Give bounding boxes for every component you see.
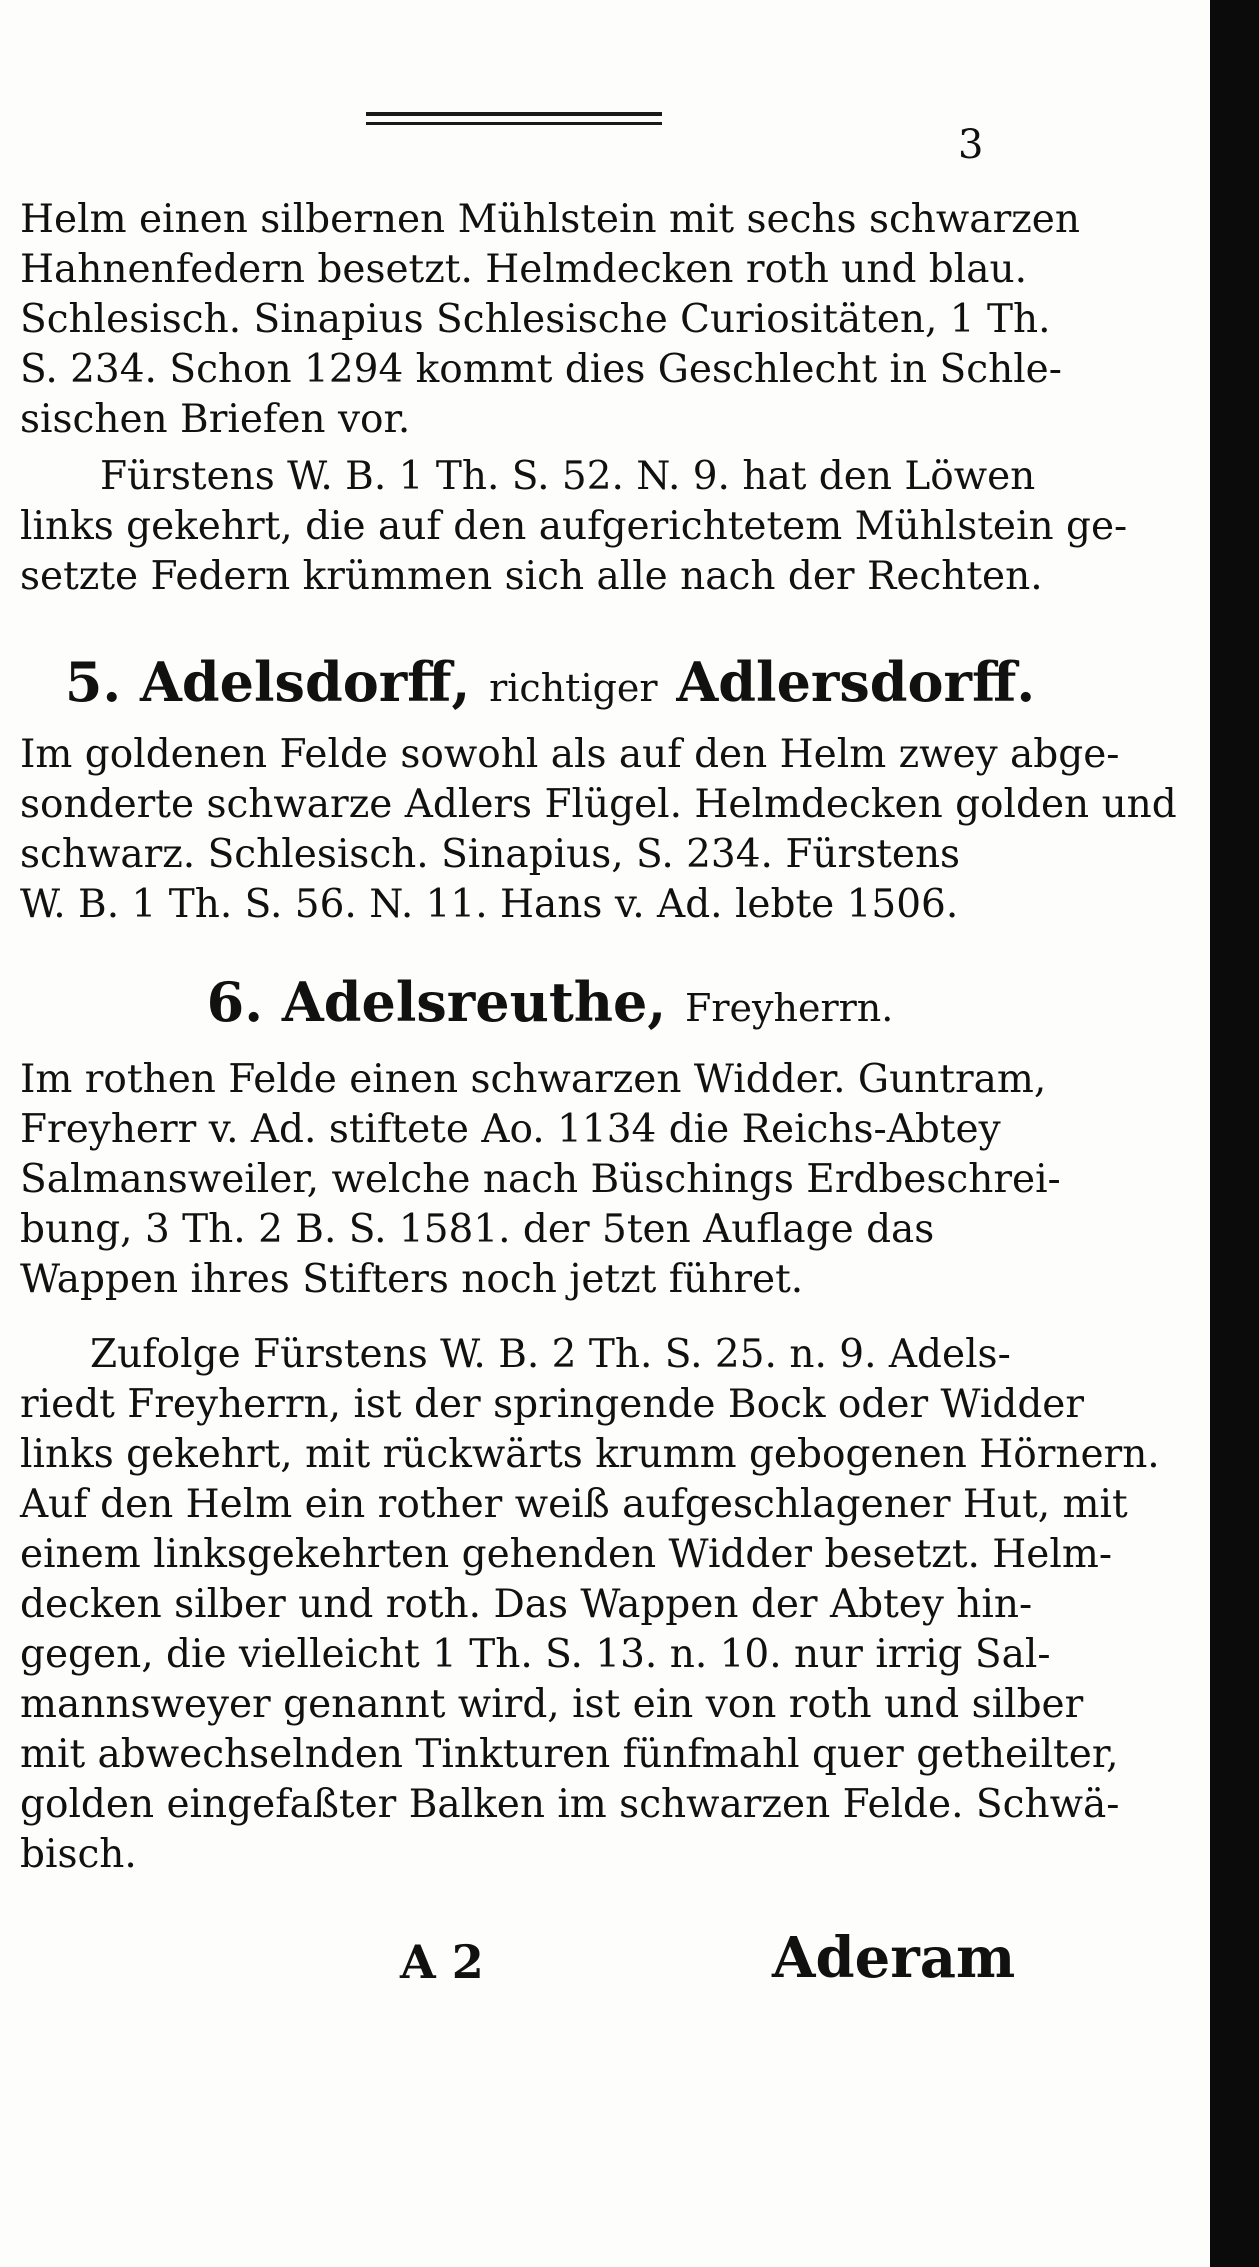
text-line: Zufolge Fürstens W. B. 2 Th. S. 25. n. 9. Adels- (90, 1332, 1011, 1377)
text-line: riedt Freyherrn, ist der springende Bock oder Widder (20, 1382, 1085, 1427)
text-line: Im goldenen Felde sowohl als auf den Helm zwey abge- (20, 732, 1120, 777)
text-line: Hahnenfedern besetzt. Helmdecken roth und blau. (20, 247, 1028, 292)
text-line: links gekehrt, die auf den aufgerichtetem Mühlstein ge- (20, 504, 1128, 549)
heading-main: 5. Adelsdorff, (64, 650, 471, 714)
catchword: Aderam (772, 1925, 1016, 1991)
text-line: golden eingefaßter Balken im schwarzen Felde. Schwä- (20, 1782, 1120, 1827)
text-line: bisch. (20, 1832, 137, 1877)
entry-heading-adelsdorff (0, 650, 1100, 714)
page-edge-shadow (1210, 0, 1259, 2267)
text-line: setzte Federn krümmen sich alle nach der Rechten. (20, 554, 1043, 599)
text-line: Salmansweiler, welche nach Büschings Erdbeschrei- (20, 1157, 1061, 1202)
text-line: links gekehrt, mit rückwärts krumm gebogenen Hörnern. (20, 1432, 1160, 1477)
text-line: einem linksgekehrten gehenden Widder besetzt. Helm- (20, 1532, 1113, 1577)
text-line: decken silber und roth. Das Wappen der Abtey hin- (20, 1582, 1033, 1627)
heading-sub: Freyherrn. (685, 986, 894, 1030)
heading-sub: richtiger (489, 666, 658, 710)
text-line: Auf den Helm ein rother weiß aufgeschlagener Hut, mit (20, 1482, 1128, 1527)
heading-main: 6. Adelsreuthe, (206, 970, 667, 1034)
text-line: mannsweyer genannt wird, ist ein von roth und silber (20, 1682, 1084, 1727)
paragraph-adelsdorff (20, 730, 1177, 930)
text-line: mit abwechselnden Tinkturen fünfmahl quer getheilter, (20, 1732, 1119, 1777)
paragraph-fuerstens-note (20, 452, 1128, 602)
text-line: bung, 3 Th. 2 B. S. 1581. der 5ten Auflage das (20, 1207, 935, 1252)
page-number: 3 (958, 122, 984, 168)
header-rule-bottom (366, 122, 662, 125)
text-line: Im rothen Felde einen schwarzen Widder. Guntram, (20, 1057, 1047, 1102)
header-rule-top (366, 112, 662, 116)
paragraph-zufolge (20, 1330, 1160, 1880)
text-line: gegen, die vielleicht 1 Th. S. 13. n. 10. nur irrig Sal- (20, 1632, 1051, 1677)
text-line: Fürstens W. B. 1 Th. S. 52. N. 9. hat den Löwen (100, 454, 1036, 499)
text-line: Wappen ihres Stifters noch jetzt führet. (20, 1257, 804, 1302)
entry-heading-adelsreuthe (0, 970, 1100, 1034)
text-line: Helm einen silbernen Mühlstein mit sechs schwarzen (20, 197, 1080, 242)
text-line: Freyherr v. Ad. stiftete Ao. 1134 die Reichs-Abtey (20, 1107, 1001, 1152)
text-line: sischen Briefen vor. (20, 397, 411, 442)
heading-alt: Adlersdorff. (676, 650, 1036, 714)
signature-mark: A 2 (400, 1935, 484, 1989)
text-line: Schlesisch. Sinapius Schlesische Curiositäten, 1 Th. (20, 297, 1051, 342)
text-line: schwarz. Schlesisch. Sinapius, S. 234. Fürstens (20, 832, 961, 877)
text-line: W. B. 1 Th. S. 56. N. 11. Hans v. Ad. lebte 1506. (20, 882, 959, 927)
text-line: sonderte schwarze Adlers Flügel. Helmdecken golden und (20, 782, 1177, 827)
paragraph-adelsreuthe (20, 1055, 1061, 1305)
text-line: S. 234. Schon 1294 kommt dies Geschlecht in Schle- (20, 347, 1062, 392)
paragraph-helm-description (20, 195, 1080, 445)
